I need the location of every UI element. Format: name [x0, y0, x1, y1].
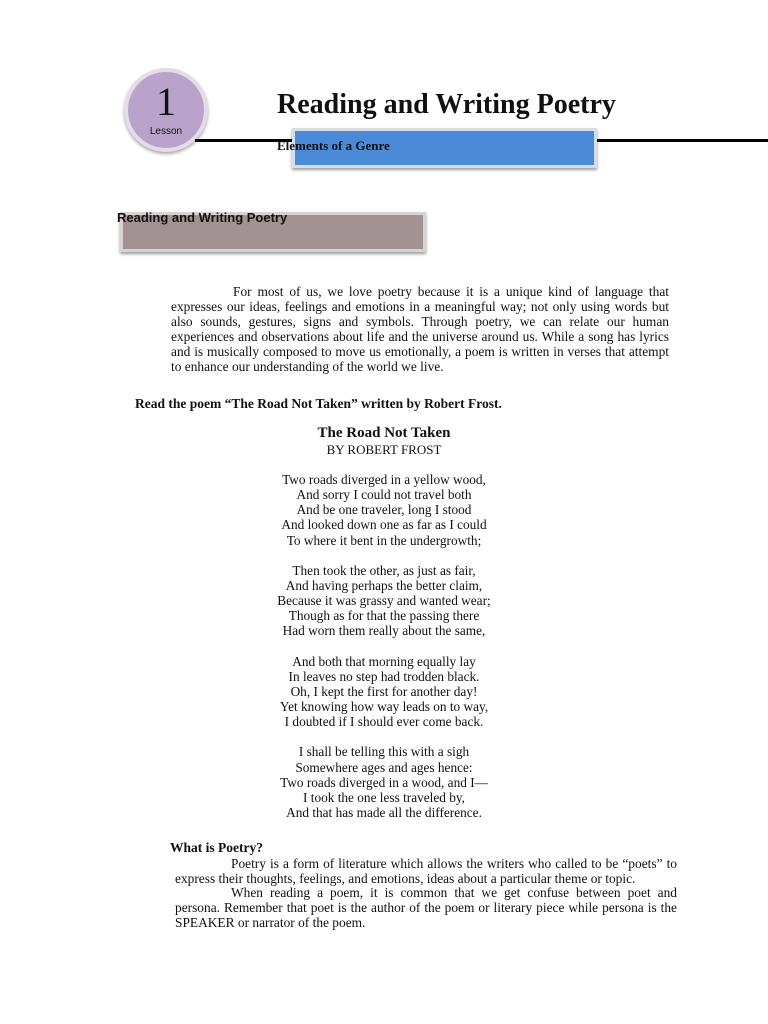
- header-rule-right: [596, 139, 768, 142]
- poem-stanza-1: [180, 472, 588, 548]
- section-title: Reading and Writing Poetry: [117, 210, 288, 225]
- poem-line: Two roads diverged in a wood, and I—: [280, 774, 488, 790]
- poem-title: The Road Not Taken: [317, 425, 451, 441]
- poem-line: And be one traveler, long I stood: [296, 502, 472, 518]
- poetry-definition: Poetry is a form of literature which allows the writers who called to be “poets” to express their thoughts, feelings, and emotions, ideas about a particular theme or topic.: [175, 856, 677, 886]
- poem-line: And sorry I could not travel both: [296, 487, 472, 503]
- poem-line: In leaves no step had trodden black.: [288, 668, 480, 684]
- what-is-poetry-heading: What is Poetry?: [170, 840, 263, 855]
- poem-line: Had worn them really about the same,: [282, 623, 486, 639]
- poem-line: I shall be telling this with a sigh: [298, 744, 470, 760]
- lesson-number: 1: [156, 79, 176, 124]
- poet-persona-paragraph: When reading a poem, it is common that we get confuse between poet and persona. Remember that poet is the author of the poem or literary piece while persona is the SPEAKER or narrator of the poem.: [175, 885, 677, 930]
- poem-line: I doubted if I should ever come back.: [284, 714, 484, 730]
- poem-line: And both that morning equally lay: [292, 653, 476, 669]
- poem-author: BY ROBERT FROST: [326, 442, 442, 457]
- poem-stanza-2: [180, 563, 588, 639]
- intro-paragraph: For most of us, we love poetry because it is a unique kind of language that expresses our ideas, feelings and emotions in a meaningful way; not only using words but also sounds, gestures, signs and symbols. Through poetry, we can relate our human experiences and observations about life and the universe around us. While a song has lyrics and is musically composed to move us emotionally, a poem is written in verses that attempt to enhance our understanding of the world we live.: [171, 284, 669, 374]
- poem-line: And looked down one as far as I could: [281, 517, 487, 533]
- poem-line: Oh, I kept the first for another day!: [290, 683, 478, 699]
- lesson-word: Lesson: [149, 126, 183, 137]
- poem-line: Somewhere ages and ages hence:: [295, 759, 473, 775]
- poem: [180, 425, 588, 835]
- poem-line: And having perhaps the better claim,: [285, 577, 483, 593]
- poem-line: I took the one less traveled by,: [303, 789, 465, 805]
- poem-stanza-4: [180, 744, 588, 820]
- poem-line: Then took the other, as just as fair,: [292, 562, 476, 578]
- reading-instruction: Read the poem “The Road Not Taken” written by Robert Frost.: [135, 396, 502, 411]
- poem-line: Because it was grassy and wanted wear;: [277, 593, 491, 609]
- page-subtitle: Elements of a Genre: [277, 138, 390, 153]
- poem-line: And that has made all the difference.: [286, 804, 482, 820]
- poem-line: Yet knowing how way leads on to way,: [279, 699, 489, 715]
- poem-stanza-3: [180, 654, 588, 730]
- poem-line: Two roads diverged in a yellow wood,: [282, 472, 486, 487]
- page-title: Reading and Writing Poetry: [277, 89, 616, 120]
- poem-line: Though as for that the passing there: [288, 608, 480, 624]
- poem-line: To where it bent in the undergrowth;: [286, 532, 482, 548]
